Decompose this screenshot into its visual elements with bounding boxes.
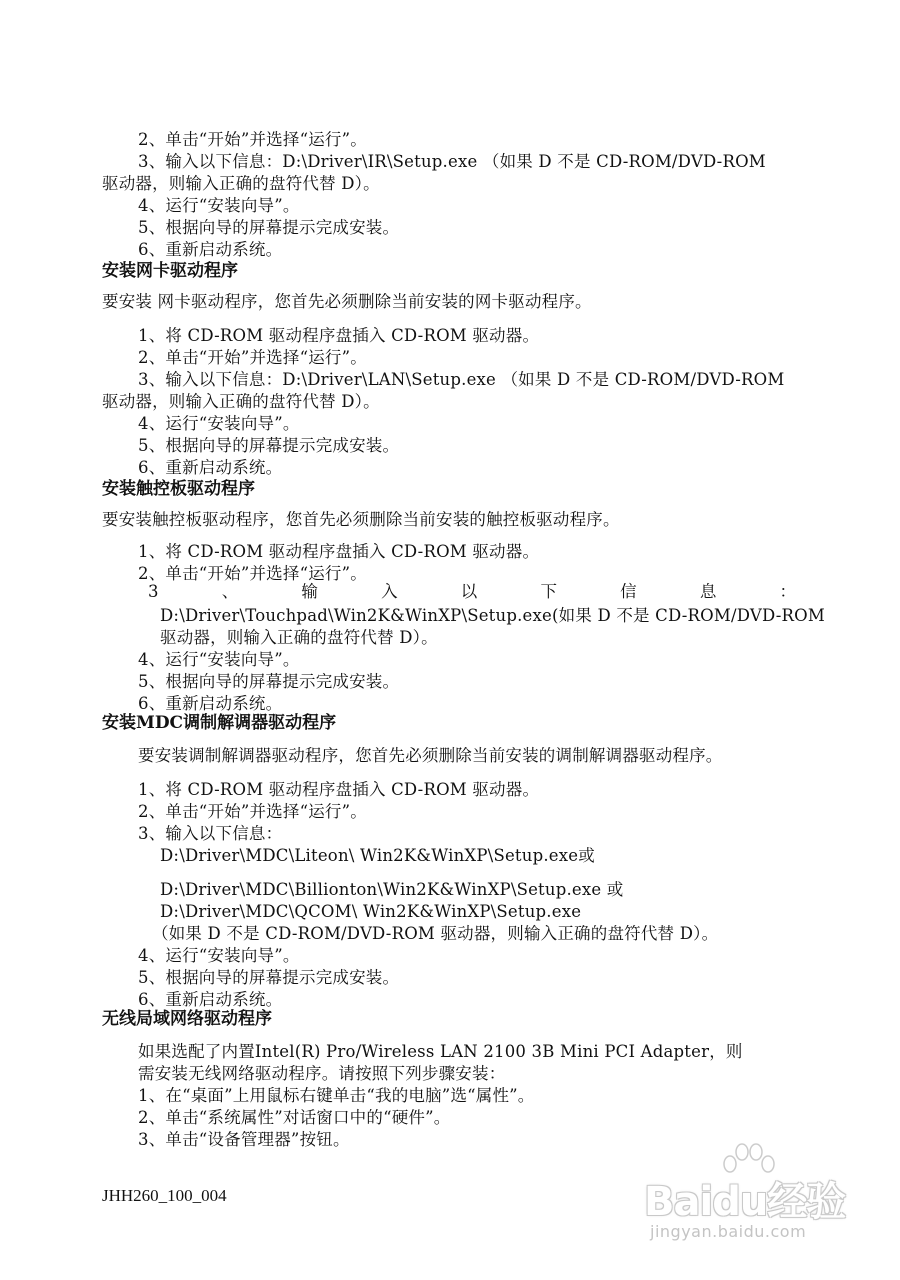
mdc-step-5: 5、根据向导的屏幕提示完成安装。: [138, 968, 400, 987]
baidu-watermark: [636, 1140, 866, 1255]
watermark-url: jingyan.baidu.com: [650, 1222, 807, 1241]
touchpad-step-3-part: 、: [221, 582, 239, 601]
mdc-step-4: 4、运行“安装向导”。: [138, 946, 300, 965]
wlan-intro-line-2: 需安装无线网络驱动程序。请按照下列步骤安装：: [138, 1064, 506, 1083]
touchpad-step-3-cont: 驱动器，则输入正确的盘符代替 D）。: [160, 628, 438, 647]
touchpad-step-3-path: D:\Driver\Touchpad\Win2K&WinXP\Setup.exe(如果 D 不是 CD-ROM/DVD-ROM: [160, 606, 825, 625]
mdc-path-note: （如果 D 不是 CD-ROM/DVD-ROM 驱动器，则输入正确的盘符代替 D）。: [152, 924, 719, 943]
touchpad-step-3-justified: [148, 582, 796, 602]
wlan-step-2: 2、单击“系统属性”对话窗口中的“硬件”。: [138, 1108, 451, 1127]
touchpad-step-3-part: 输: [301, 582, 318, 601]
mdc-path-qcom: D:\Driver\MDC\QCOM\ Win2K&WinXP\Setup.exe: [160, 902, 582, 921]
wlan-step-3: 3、单击“设备管理器”按钮。: [138, 1130, 350, 1149]
top-step-5: 5、根据向导的屏幕提示完成安装。: [138, 218, 400, 237]
doc-code: JHH260_100_004: [102, 1186, 227, 1205]
mdc-step-2: 2、单击“开始”并选择“运行”。: [138, 802, 367, 821]
mdc-step-1: 1、将 CD-ROM 驱动程序盘插入 CD-ROM 驱动器。: [138, 780, 540, 799]
touchpad-step-3-part: 入: [381, 582, 398, 601]
top-step-3-cont: 驱动器，则输入正确的盘符代替 D）。: [102, 174, 380, 193]
lan-step-1: 1、将 CD-ROM 驱动程序盘插入 CD-ROM 驱动器。: [138, 326, 540, 345]
mdc-path-billionton: D:\Driver\MDC\Billionton\Win2K&WinXP\Setup.exe 或: [160, 880, 624, 899]
watermark-logo: Baidu经验: [644, 1179, 846, 1225]
lan-step-4: 4、运行“安装向导”。: [138, 414, 300, 433]
lan-step-2: 2、单击“开始”并选择“运行”。: [138, 348, 367, 367]
wlan-intro-line-1: 如果选配了内置Intel(R) Pro/Wireless LAN 2100 3B Mini PCI Adapter，则: [138, 1042, 743, 1061]
lan-step-6: 6、重新启动系统。: [138, 458, 283, 477]
touchpad-step-1: 1、将 CD-ROM 驱动程序盘插入 CD-ROM 驱动器。: [138, 542, 540, 561]
wlan-heading: 无线局域网络驱动程序: [102, 1009, 272, 1029]
mdc-heading: 安装MDC调制解调器驱动程序: [102, 713, 337, 733]
touchpad-step-6: 6、重新启动系统。: [138, 694, 283, 713]
mdc-step-3: 3、输入以下信息：: [138, 824, 283, 843]
touchpad-step-3-part: 息: [699, 582, 717, 601]
top-step-3: 3、输入以下信息：D:\Driver\IR\Setup.exe （如果 D 不是 CD-ROM/DVD-ROM: [138, 152, 766, 171]
touchpad-intro: 要安装触控板驱动程序，您首先必须删除当前安装的触控板驱动程序。: [102, 510, 620, 529]
touchpad-heading: 安装触控板驱动程序: [102, 479, 255, 499]
touchpad-step-3-part: 以: [460, 582, 478, 601]
mdc-path-liteon: D:\Driver\MDC\Liteon\ Win2K&WinXP\Setup.exe或: [160, 846, 595, 865]
lan-intro: 要安装 网卡驱动程序，您首先必须删除当前安装的网卡驱动程序。: [102, 292, 592, 311]
touchpad-step-4: 4、运行“安装向导”。: [138, 650, 300, 669]
lan-step-3: 3、输入以下信息：D:\Driver\LAN\Setup.exe （如果 D 不是 CD-ROM/DVD-ROM: [138, 370, 785, 389]
lan-heading: 安装网卡驱动程序: [102, 261, 238, 281]
wlan-step-1: 1、在“桌面”上用鼠标右键单击“我的电脑”选“属性”。: [138, 1086, 535, 1105]
touchpad-step-3-part: 3: [148, 582, 159, 601]
touchpad-step-3-part: 信: [620, 582, 637, 601]
mdc-step-6: 6、重新启动系统。: [138, 990, 283, 1009]
lan-step-5: 5、根据向导的屏幕提示完成安装。: [138, 436, 400, 455]
touchpad-step-3-part: 下: [540, 582, 557, 601]
touchpad-step-5: 5、根据向导的屏幕提示完成安装。: [138, 672, 400, 691]
top-step-2: 2、单击“开始”并选择“运行”。: [138, 130, 367, 149]
top-step-6: 6、重新启动系统。: [138, 240, 283, 259]
touchpad-step-2: 2、单击“开始”并选择“运行”。: [138, 564, 367, 583]
mdc-intro: 要安装调制解调器驱动程序，您首先必须删除当前安装的调制解调器驱动程序。: [138, 746, 723, 765]
top-step-4: 4、运行“安装向导”。: [138, 196, 300, 215]
touchpad-step-3-part: ：: [779, 582, 796, 601]
lan-step-3-cont: 驱动器，则输入正确的盘符代替 D）。: [102, 392, 380, 411]
